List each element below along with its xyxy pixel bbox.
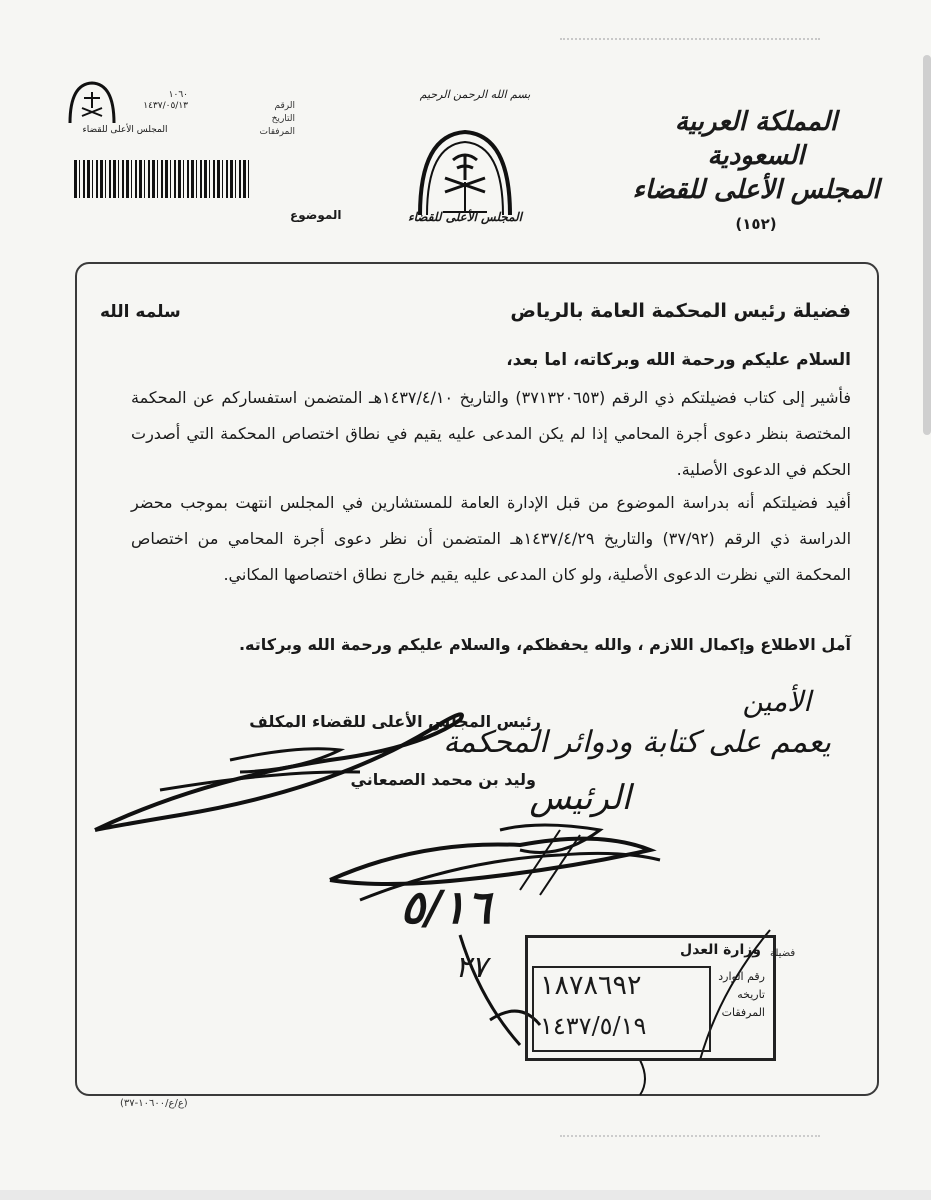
emblem-caption: المجلس الأعلى للقضاء	[407, 210, 523, 224]
bottom-divider	[560, 1135, 820, 1137]
handwritten-note-3: الرئيس	[529, 778, 631, 818]
stamp-prelabel: فضيلة	[770, 948, 796, 959]
small-emblem-icon	[62, 78, 122, 128]
closing: آمل الاطلاع وإكمال اللازم ، والله يحفظكم، والسلام عليكم ورحمة الله وبركاته.	[238, 635, 851, 654]
meta-block	[215, 100, 295, 139]
footer-ref: (ع/ع/١٠٦٠٠-٣٧)	[120, 1098, 188, 1109]
meta-line: الرقم	[274, 101, 295, 111]
small-ref-block	[128, 90, 188, 112]
handwritten-note-2: يعمم على كتابة ودوائر المحكمة	[443, 725, 831, 760]
stamp-date: ١٤٣٧/٥/١٩	[540, 1012, 647, 1040]
barcode	[74, 160, 252, 198]
small-emblem-caption: المجلس الأعلى للقضاء	[82, 125, 168, 135]
addressee: فضيلة رئيس المحكمة العامة بالرياض	[510, 300, 851, 322]
paragraph-2: أفيد فضيلتكم أنه بدراسة الموضوع من قبل الإدارة العامة للمستشارين في المجلس انتهت بموجب محضر الدراسة ذي الرقم (٣٧/٩٢) والتاريخ ١٤٣٧/٤/٢٩هـ المتضمن أن نظر دعوى أجرة المحامي من اختصاص المحكمة التي نظرت الدعوى الأصلية، ولو كان المدعى عليه يقيم خارج نطاق اختصاصها المكاني.	[131, 493, 852, 584]
meta-line: التاريخ	[271, 114, 295, 124]
salutation-blessing: سلمه الله	[100, 302, 181, 322]
stamp-label: المرفقات	[721, 1006, 765, 1019]
stamp-title: وزارة العدل	[680, 942, 761, 958]
bottom-band	[0, 1190, 931, 1200]
small-date: ١٤٣٧/٠٥/١٣	[143, 101, 188, 111]
ministry-stamp	[525, 935, 776, 1061]
council-name: المجلس الأعلى للقضاء	[632, 175, 880, 205]
meta-line: المرفقات	[259, 127, 295, 137]
subject-label: الموضوع	[290, 208, 342, 222]
signatory-title: رئيس المجلس الأعلى للقضاء المكلف	[249, 712, 541, 731]
stamp-label: رقم الوارد	[718, 970, 765, 983]
scrollbar[interactable]	[923, 55, 931, 435]
top-divider	[560, 38, 820, 46]
handwritten-note-1: الأمين	[742, 685, 811, 718]
greeting: السلام عليكم ورحمة الله وبركاته، اما بعد،	[506, 350, 851, 370]
basmala: بسم الله الرحمن الرحيم	[419, 88, 531, 101]
country-name: المملكة العربية السعودية	[674, 107, 838, 171]
letterhead	[626, 105, 886, 233]
paragraph-1: فأشير إلى كتاب فضيلتكم ذي الرقم (٣٧١٣٢٠٦٥٣) والتاريخ ١٤٣٧/٤/١٠هـ المتضمن استفساركم عن المحكمة المختصة بنظر دعوى أجرة المحامي إذا لم يكن المدعى عليه يقيم في نطاق اختصاص المحكمة التي أصدرت الحكم في الدعوى الأصلية.	[131, 388, 852, 479]
stamp-label: تاريخه	[737, 988, 765, 1001]
stamp-labels	[718, 968, 765, 1022]
stamp-number: ١٨٧٨٦٩٢	[540, 970, 642, 1001]
small-ref: ١٠٦٠	[168, 90, 188, 100]
handwritten-number: ٢٧	[455, 950, 488, 985]
ref-number: (١٥٢)	[735, 215, 777, 233]
handwritten-date: ٥/١٦	[400, 880, 491, 934]
signatory-name: وليد بن محمد الصمعاني	[350, 770, 536, 789]
